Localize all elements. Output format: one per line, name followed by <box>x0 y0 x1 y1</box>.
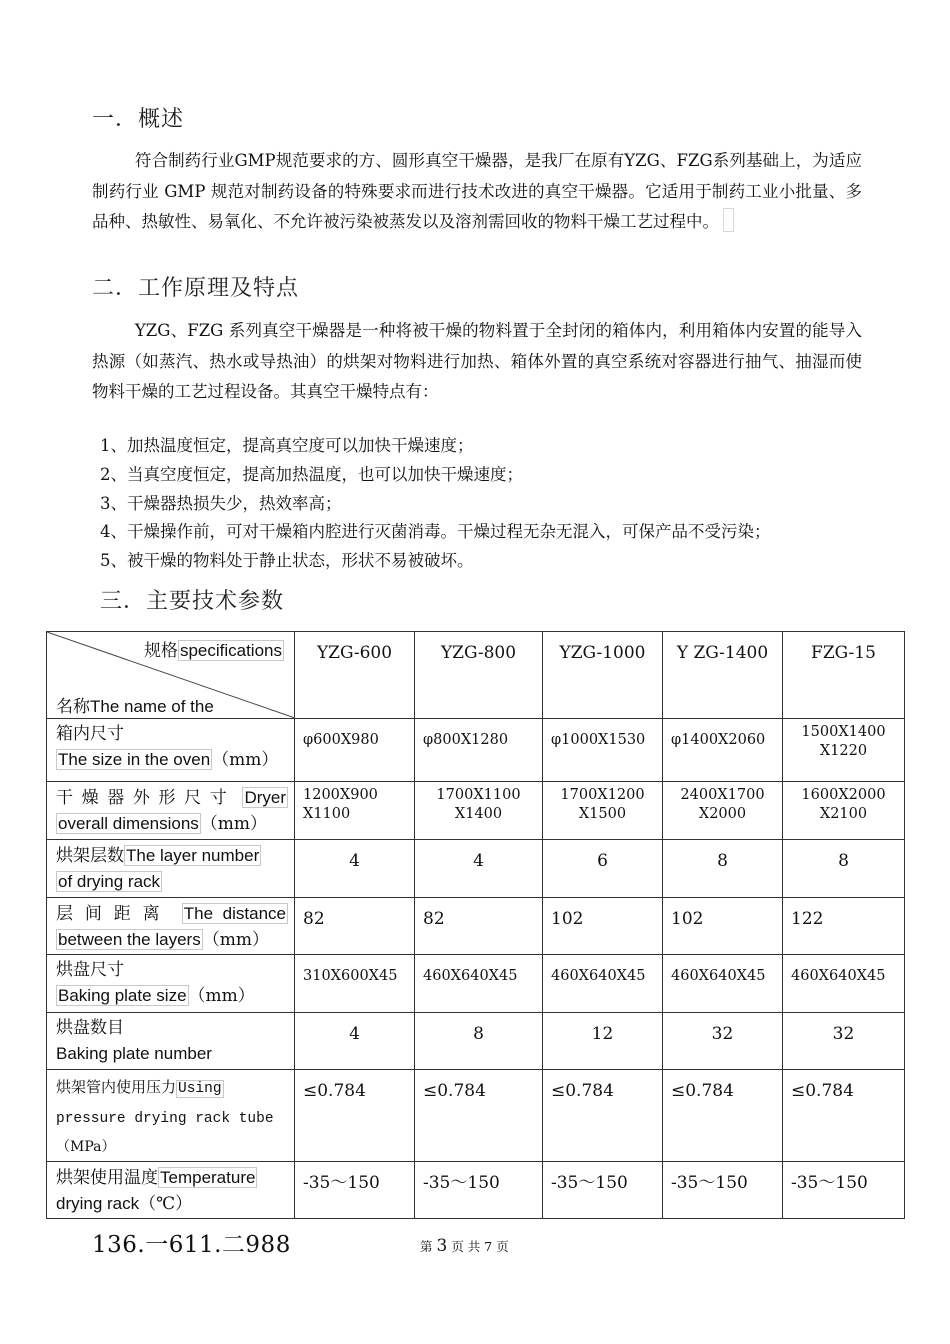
table-cell: 82 <box>415 898 543 955</box>
row-label: 烘架层数 The layer number of drying rack <box>47 840 295 898</box>
section-1-title: 一．概述 <box>92 107 185 132</box>
table-cell: -35～150 <box>295 1162 415 1219</box>
page-total: 7 <box>484 1239 493 1254</box>
table-cell: 1700X1200 X1500 <box>543 782 663 840</box>
table-cell: 1200X900 X1100 <box>295 782 415 840</box>
table-cell: 122 <box>783 898 905 955</box>
table-cell: ≤0.784 <box>543 1070 663 1162</box>
footer-phone: 136.一611.二988 <box>92 1232 291 1258</box>
table-cell: 1700X1100 X1400 <box>415 782 543 840</box>
row-label: 烘架使用温度 Temperature drying rack（℃） <box>47 1162 295 1219</box>
table-cell: 460X640X45 <box>663 955 783 1013</box>
table-cell: 4 <box>295 1013 415 1070</box>
table-cell: -35～150 <box>663 1162 783 1219</box>
table-row <box>47 1013 905 1070</box>
row-label: 箱内尺寸 The size in the oven （mm） <box>47 719 295 782</box>
table-cell: 460X640X45 <box>415 955 543 1013</box>
model-header: Y ZG-1400 <box>663 632 783 719</box>
list-item: 2、当真空度恒定，提高加热温度，也可以加快干燥速度； <box>100 464 523 484</box>
table-cell: 1500X1400 X1220 <box>783 719 905 782</box>
page-indicator: 第 3 页 共 7 页 <box>420 1236 509 1256</box>
table-row <box>47 840 905 898</box>
table-cell: 4 <box>295 840 415 898</box>
model-header: YZG-600 <box>295 632 415 719</box>
table-cell: 2400X1700 X2000 <box>663 782 783 840</box>
table-cell: 102 <box>543 898 663 955</box>
table-cell: ≤0.784 <box>415 1070 543 1162</box>
list-item: 5、被干燥的物料处于静止状态，形状不易被破坏。 <box>100 551 474 571</box>
table-cell: φ1000X1530 <box>543 719 663 782</box>
page-number: 3 <box>436 1236 448 1256</box>
spec-table <box>46 631 905 1219</box>
table-header-row <box>47 632 905 719</box>
section-1-text: 符合制药行业GMP规范要求的方、圆形真空干燥器，是我厂在原有YZG、FZG系列基础上，为适应制药行业 GMP 规范对制药设备的特殊要求而进行技术改进的真空干燥器。它适用于制药工业小批量、多品种、热敏性、易氧化、不允许被污染被蒸发以及溶剂需回收的物料干燥工艺过程中。 <box>92 151 862 231</box>
table-cell: 1600X2000 X2100 <box>783 782 905 840</box>
header-diagonal-cell <box>47 632 295 719</box>
section-1-paragraph <box>92 146 862 238</box>
table-cell: 4 <box>415 840 543 898</box>
table-cell: 82 <box>295 898 415 955</box>
table-cell: 32 <box>663 1013 783 1070</box>
spec-label: 规格 specifications <box>143 641 282 661</box>
table-cell: φ1400X2060 <box>663 719 783 782</box>
table-cell: 12 <box>543 1013 663 1070</box>
table-cell: 460X640X45 <box>543 955 663 1013</box>
table-row <box>47 1162 905 1219</box>
section-2-paragraph: YZG、FZG 系列真空干燥器是一种将被干燥的物料置于全封闭的箱体内，利用箱体内安置的能导入热源（如蒸汽、热水或导热油）的烘架对物料进行加热、箱体外置的真空系统对容器进行抽气、抽湿而使物料干燥的工艺过程设备。其真空干燥特点有： <box>92 321 862 401</box>
table-cell: 310X600X45 <box>295 955 415 1013</box>
table-cell: ≤0.784 <box>295 1070 415 1162</box>
table-cell: -35～150 <box>783 1162 905 1219</box>
table-cell: ≤0.784 <box>783 1070 905 1162</box>
table-row <box>47 955 905 1013</box>
table-row <box>47 1070 905 1162</box>
table-cell: -35～150 <box>543 1162 663 1219</box>
table-row <box>47 898 905 955</box>
list-item: 3、干燥器热损失少，热效率高； <box>100 493 342 513</box>
table-cell: φ800X1280 <box>415 719 543 782</box>
list-item: 1、加热温度恒定，提高真空度可以加快干燥速度； <box>100 436 474 455</box>
table-cell: 460X640X45 <box>783 955 905 1013</box>
table-cell: 32 <box>783 1013 905 1070</box>
table-row <box>47 782 905 840</box>
row-label: 烘盘数目 Baking plate number <box>47 1013 295 1070</box>
table-cell: 102 <box>663 898 783 955</box>
row-label: 层间距离 The distance between the layers （mm） <box>47 898 295 955</box>
table-cell: 8 <box>415 1013 543 1070</box>
table-cell: 8 <box>783 840 905 898</box>
table-cell: -35～150 <box>415 1162 543 1219</box>
row-label: 烘盘尺寸 Baking plate size （mm） <box>47 955 295 1013</box>
table-cell: φ600X980 <box>295 719 415 782</box>
table-cell: 6 <box>543 840 663 898</box>
feature-list <box>100 432 771 576</box>
table-cell: 8 <box>663 840 783 898</box>
list-item: 4、干燥操作前，可对干燥箱内腔进行灭菌消毒。干燥过程无杂无混入，可保产品不受污染； <box>100 522 771 542</box>
table-row <box>47 719 905 782</box>
model-header: YZG-800 <box>415 632 543 719</box>
section-3-title: 三．主要技术参数 <box>100 589 285 614</box>
model-header: YZG-1000 <box>543 632 663 719</box>
name-label: 名称The name of the <box>56 697 214 717</box>
model-header: FZG-15 <box>783 632 905 719</box>
section-2-title: 二．工作原理及特点 <box>92 276 300 301</box>
row-label: 干燥器外形尺寸 Dryer overall dimensions （mm） <box>47 782 295 840</box>
row-label: 烘架管内使用压力 Using pressure drying rack tube （MPa） <box>47 1070 295 1162</box>
text-cursor-box <box>723 208 734 232</box>
table-cell: ≤0.784 <box>663 1070 783 1162</box>
